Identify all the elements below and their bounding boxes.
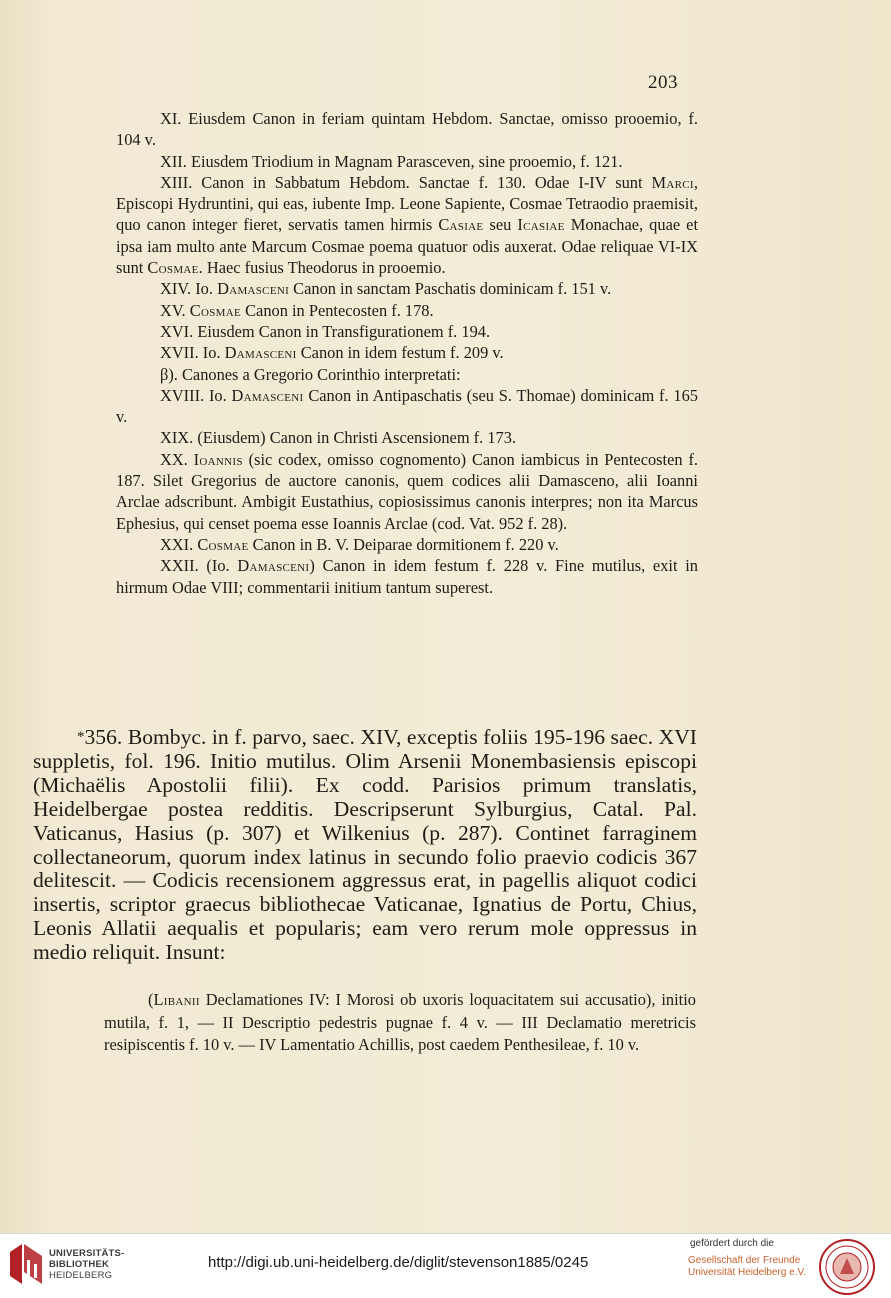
author-name: Damasceni (217, 279, 290, 299)
list-item-xi (116, 108, 698, 151)
library-name[interactable]: UNIVERSITÄTS- BIBLIOTHEK HEIDELBERG (49, 1248, 125, 1281)
libanii-name: Libanii (153, 990, 200, 1009)
item-text: XII. Eiusdem Triodium in Magnam Parasceven, sine prooemio, f. 121. (160, 151, 623, 171)
author-name: Cosmae (197, 534, 249, 554)
item-text: seu (483, 215, 518, 235)
canon-list (116, 108, 698, 598)
list-item-xxi (116, 534, 698, 555)
footer-bar (0, 1233, 891, 1298)
list-item-xvi (116, 321, 698, 342)
author-name: Cosmae (147, 258, 199, 278)
author-name: Casiae (438, 215, 484, 235)
list-item-xv (116, 300, 698, 321)
item-text: Canon in B. V. Deiparae dormitionem f. 220 v. (248, 534, 559, 554)
digital-url-link[interactable]: http://digi.ub.uni-heidelberg.de/diglit/stevenson1885/0245 (208, 1254, 589, 1271)
entry-number: 356. (84, 725, 123, 749)
item-text: , Episcopi Hydruntini, qui eas, iubente Imp. Leone Sapiente, Cosmae Tetraodio praemisit, quo canon integer fieret, servatis tamen hirmis (116, 172, 698, 235)
author-name: Marci (651, 172, 694, 192)
item-text: . Haec fusius Theodorus in prooemio. (198, 258, 446, 278)
list-item-xii (116, 151, 698, 172)
list-item-xiv (116, 278, 698, 299)
item-text: XXI. (160, 534, 198, 554)
item-text: XVIII. Io. (160, 385, 232, 405)
item-text: XVI. Eiusdem Canon in Transfigurationem f. 194. (160, 321, 491, 341)
item-text: XV. (160, 300, 190, 320)
author-name: Ioannis (193, 449, 243, 469)
entry-asterisk: * (77, 729, 85, 745)
libanii-text: Declamationes IV: I Morosi ob uxoris loquacitatem sui accusatio), initio mutila, f. 1, — II Descriptio pedestris pugnae f. 4 v. — III Declamatio meretricis resipiscentis f. 10 v. — IV Lamentatio Achillis, post caedem Penthesileae, f. 10 v. (104, 990, 696, 1055)
author-name: Cosmae (189, 300, 242, 320)
item-text: ) Canon in idem festum f. 228 v. Fine mutilus, exit in hirmum Odae VIII; commentarii initium tantum superest. (116, 556, 698, 597)
list-item-xxii (116, 555, 698, 598)
item-text: Canon in sanctam Paschatis dominicam f. 151 v. (289, 279, 612, 299)
list-item-xix (116, 427, 698, 448)
author-name: Damasceni (224, 343, 297, 363)
item-text: Canon in Pentecosten f. 178. (241, 300, 434, 320)
item-text: XIV. Io. (160, 279, 218, 299)
library-logo-icon[interactable] (8, 1242, 44, 1286)
page-number: 203 (648, 72, 678, 93)
item-text: Canon in idem festum f. 209 v. (296, 343, 504, 363)
author-name: Icasiae (517, 215, 565, 235)
list-item-xviii (116, 385, 698, 428)
list-item-xx (116, 449, 698, 534)
university-seal-icon[interactable] (818, 1238, 876, 1296)
sponsor-label: gefördert durch die (690, 1238, 774, 1249)
list-item-xvii (116, 342, 698, 363)
libanii-paren: ( (148, 990, 154, 1009)
item-text: β). Canones a Gregorio Corinthio interpretati: (160, 364, 461, 384)
item-text: XIX. (Eiusdem) Canon in Christi Ascensionem f. 173. (160, 428, 516, 448)
sponsor-link[interactable]: Gesellschaft der Freunde Universität Heidelberg e.V. (688, 1255, 807, 1278)
author-name: Damasceni (237, 556, 310, 576)
libanii-entry (104, 989, 696, 1057)
list-item-xiii (116, 172, 698, 278)
item-text: Canon in Antipaschatis (seu S. Thomae) dominicam f. 165 v. (116, 385, 698, 427)
list-item-beta (116, 364, 698, 385)
author-name: Damasceni (231, 385, 304, 405)
item-text: XI. Eiusdem Canon in feriam quintam Hebdom. Sanctae, omisso prooemio, f. 104 v. (116, 109, 698, 150)
item-text: XX. (160, 449, 194, 469)
item-text: (sic codex, omisso cognomento) Canon iambicus in Pentecosten f. 187. Silet Gregorius de auctore canonis, quem codices alii Damasceno, alii Ioanni Arclae adscribunt. Ambigit Eustathius, copiosissimus canonis interpres; non ita Marcus Ephesius, qui censet poema esse Ioannis Arclae (cod. Vat. 952 f. 28). (116, 449, 699, 533)
item-text: Monachae, quae et ipsa iam multo ante Marcum Cosmae poema quatuor odis auxerat. Odae reliquae VI-IX sunt (116, 215, 699, 278)
item-text: XVII. Io. (160, 343, 225, 363)
item-text: XXII. (Io. (160, 556, 238, 576)
item-text: XIII. Canon in Sabbatum Hebdom. Sanctae f. 130. Odae I-IV sunt (160, 172, 652, 192)
entry-356 (33, 725, 697, 965)
entry-text: Bombyc. in f. parvo, saec. XIV, exceptis foliis 195-196 saec. XVI suppletis, fol. 196. Initio mutilus. Olim Arsenii Monembasiensis episcopi (Michaëlis Apostolii filii). Ex codd. Parisios primum translatis, Heidelbergae postea redditis. Descripserunt Sylburgius, Catal. Pal. Vaticanus, Hasius (p. 307) et Wilkenius (p. 287). Continet farraginem collectaneorum, quorum index latinus in secundo folio praevio codicis 367 delitescit. — Codicis recensionem aggressus erat, in pagellis aliquot codici insertis, scriptor graecus bibliothecae Vaticanae, Ignatius de Portu, Chius, Leonis Allatii aequalis et popularis; eam vero rerum mole oppressus in medio reliquit. Insunt: (33, 725, 697, 965)
